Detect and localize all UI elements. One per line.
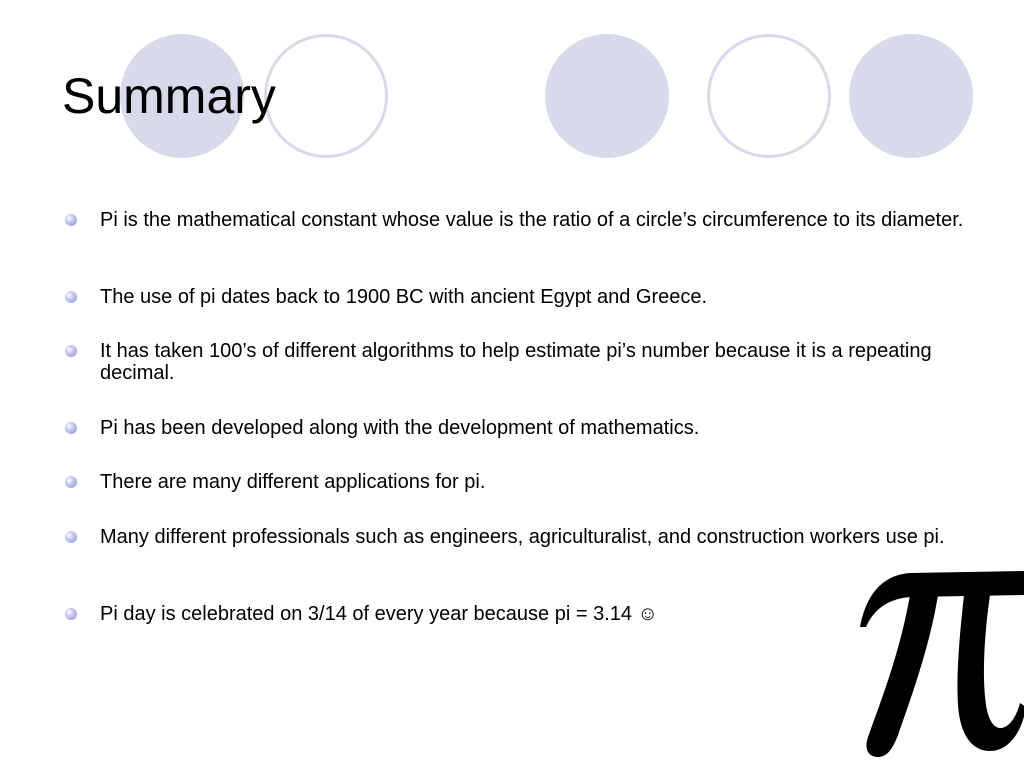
bullet-icon: [65, 291, 77, 303]
bullet-icon: [65, 422, 77, 434]
bullet-icon: [65, 476, 77, 488]
bullet-text: It has taken 100’s of different algorithms to help estimate pi’s number because it is a repeating decimal.: [100, 340, 932, 384]
bullet-text: Pi has been developed along with the development of mathematics.: [100, 417, 700, 439]
decor-circle-4: [707, 34, 831, 158]
slide-title: Summary: [62, 68, 276, 124]
bullet-item: [100, 471, 970, 493]
bullet-icon: [65, 608, 77, 620]
bullet-item: [100, 340, 970, 384]
bullet-icon: [65, 531, 77, 543]
bullet-text: Many different professionals such as engineers, agriculturalist, and construction workers use pi.: [100, 526, 945, 548]
decor-circle-3: [545, 34, 669, 158]
bullet-item: [100, 526, 970, 548]
bullet-text: There are many different applications for pi.: [100, 471, 486, 493]
decor-circle-2: [264, 34, 388, 158]
pi-symbol-icon: [852, 565, 1024, 765]
bullet-icon: [65, 214, 77, 226]
bullet-text: Pi is the mathematical constant whose value is the ratio of a circle’s circumference to its diameter.: [100, 209, 964, 231]
bullet-icon: [65, 345, 77, 357]
bullet-item: [100, 209, 970, 231]
bullet-item: [100, 603, 970, 625]
bullet-item: [100, 286, 970, 308]
bullet-text: The use of pi dates back to 1900 BC with ancient Egypt and Greece.: [100, 286, 708, 308]
decor-circle-5: [849, 34, 973, 158]
bullet-text: Pi day is celebrated on 3/14 of every year because pi = 3.14 ☺: [100, 603, 658, 625]
bullet-item: [100, 417, 970, 439]
